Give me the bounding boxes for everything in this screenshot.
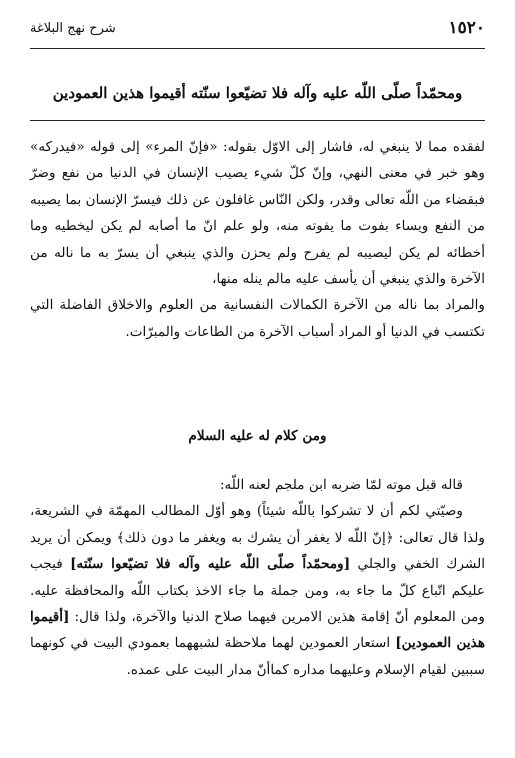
saying-paragraph [30, 498, 485, 683]
quote-divider [30, 120, 485, 121]
saying-intro: قاله قبل موته لمّا ضربه ابن ملجم لعنه اللّه: [219, 477, 463, 493]
running-head [30, 18, 485, 44]
commentary-text [30, 134, 485, 345]
page-number: ١٥٢٠ [448, 18, 485, 38]
section-heading: ومن كلام له عليه السلام [188, 428, 327, 444]
saying-text-2: فيجب عليكم اتّباع كلّ ما جاء به، ومن جملة ما جاء الاخذ بكتاب اللّه والمحافظة عليه. ومن المعلوم أنّ إقامة هذين الامرين فيهما صلاح الدنيا والآخرة، ولذا قال: [30, 556, 485, 626]
saying-text-3: استعار العمودين لهما ملاحظة لشبههما بعمودي البيت في كونهما سببين لقيام الإسلام وعليهما مداره كماأنّ مدار البيت على عمده. [30, 635, 485, 678]
quote-heading: ومحمّداً صلّى اللّه عليه وآله فلا تضيّعوا سنّته أقيموا هذين العمودين [52, 84, 463, 102]
saying-text-1: وصيّتي لكم أن لا تشركوا باللّه شيئاً) وهو أوّل المطالب المهمّة في الشريعة، ولذا قال تعالى: ﴿إنّ اللّه لا يغفر أن يشرك به ويغفر ما دون ذلك﴾ ويمكن أن يريد الشرك الخفي والجلي [30, 503, 486, 573]
saying-quote-2: [أقيموا هذين العمودين] [30, 609, 485, 652]
book-title: شرح نهج البلاغة [30, 21, 116, 36]
header-divider [30, 48, 485, 49]
saying-text [30, 472, 485, 683]
commentary-paragraph-2: والمراد بما ناله من الآخرة الكمالات النفسانية من العلوم والاخلاق الفاضلة التي تكتسب في الدنيا أو المراد أسباب الآخرة من الطاعات والمبرّات. [30, 297, 485, 340]
commentary-paragraph-1: لفقده مما لا ينبغي له، فاشار إلى الاوّل بقوله: «فإنّ المرء» إلى قوله «فيدركه» وهو خبر في معنى النهي، وإنّ كلّ شيء يصيب الإنسان في الدنيا من نفع وضرّ فبقضاء من اللّه تعالى وقدر، ولكن النّاس غافلون عن ذلك فيسرّ الإنسان بما يصيبه من النفع ويساء بفوت ما يفوته منه، ولو علم انّ ما أصابه لم يكن ليخطيه وما أخطائه لم يكن ليصيبه لم يفرح ولم يحزن والذي ينبغي أن يسرّ به ما ناله من الآخرة والذي ينبغي أن يأسف عليه مالم ينله منها، [30, 139, 485, 288]
saying-quote-1: [ومحمّداً صلّى اللّه عليه وآله فلا تضيّعوا سنّته] [70, 556, 351, 573]
